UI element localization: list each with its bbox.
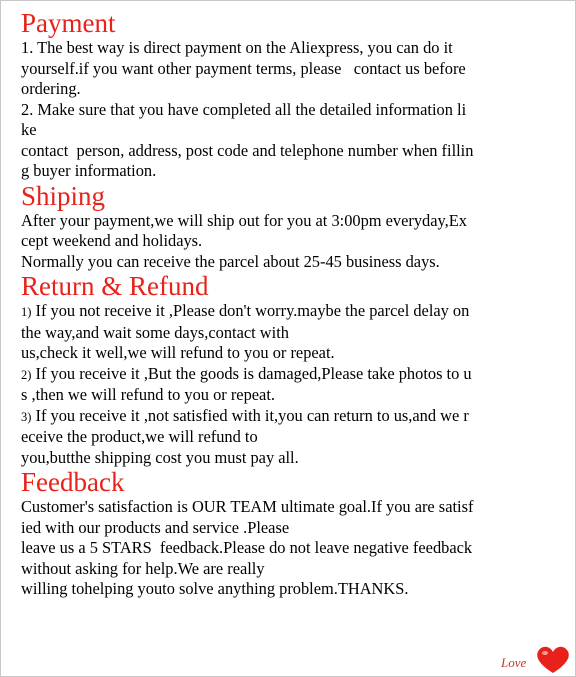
love-decoration	[501, 643, 573, 675]
love-text: Love	[501, 655, 527, 670]
text-line: contact person, address, post code and telephone number when fillin	[21, 140, 474, 160]
refund-heading: Return & Refund	[21, 271, 209, 301]
item-text: If you not receive it ,Please don't worry.maybe the parcel delay on	[31, 301, 470, 320]
text-line	[21, 301, 541, 323]
text-line: After your payment,we will ship out for you at 3:00pm everyday,Ex	[21, 210, 467, 230]
payment-heading: Payment	[21, 8, 116, 38]
text-line: us,check it well,we will refund to you or repeat.	[21, 343, 335, 362]
text-line: the way,and wait some days,contact with	[21, 322, 289, 342]
text-line: you,butthe shipping cost you must pay all.	[21, 447, 299, 467]
text-line: eceive the product,we will refund to	[21, 427, 258, 446]
shipping-heading: Shiping	[21, 180, 106, 211]
text-line: Customer's satisfaction is OUR TEAM ultimate goal.If you are satisf	[21, 497, 474, 516]
item-text: If you receive it ,not satisfied with it,you can return to us,and we r	[31, 405, 469, 425]
text-line: cept weekend and holidays.	[21, 231, 203, 250]
shipping-text	[21, 211, 541, 273]
text-line: ke	[21, 120, 37, 139]
text-line: ied with our products and service .Please	[21, 517, 290, 537]
item-number: 3)	[21, 409, 32, 424]
text-line: Normally you can receive the parcel about 25-45 business days.	[21, 251, 440, 271]
payment-text	[21, 38, 541, 182]
text-line: willing tohelping youto solve anything problem.THANKS.	[21, 579, 409, 598]
text-line	[21, 364, 541, 386]
item-text: If you receive it ,But the goods is damaged,Please take photos to u	[31, 363, 472, 383]
feedback-heading: Feedback	[21, 467, 125, 497]
text-line: 1. The best way is direct payment on the Aliexpress, you can do it	[21, 38, 453, 57]
text-line: 2. Make sure that you have completed all the detailed information li	[21, 99, 467, 119]
refund-text	[21, 301, 541, 468]
item-number: 1)	[21, 305, 32, 319]
text-line	[21, 406, 541, 428]
text-line: yourself.if you want other payment terms, please contact us before	[21, 58, 466, 78]
text-line: leave us a 5 STARS feedback.Please do not leave negative feedback	[21, 538, 473, 557]
heart-icon	[537, 647, 569, 673]
feedback-text	[21, 497, 541, 600]
text-line: g buyer information.	[21, 161, 157, 180]
text-line: ordering.	[21, 79, 81, 98]
text-line: without asking for help.We are really	[21, 558, 265, 578]
item-number: 2)	[21, 367, 32, 382]
content	[21, 9, 541, 600]
text-line: s ,then we will refund to you or repeat.	[21, 385, 275, 404]
